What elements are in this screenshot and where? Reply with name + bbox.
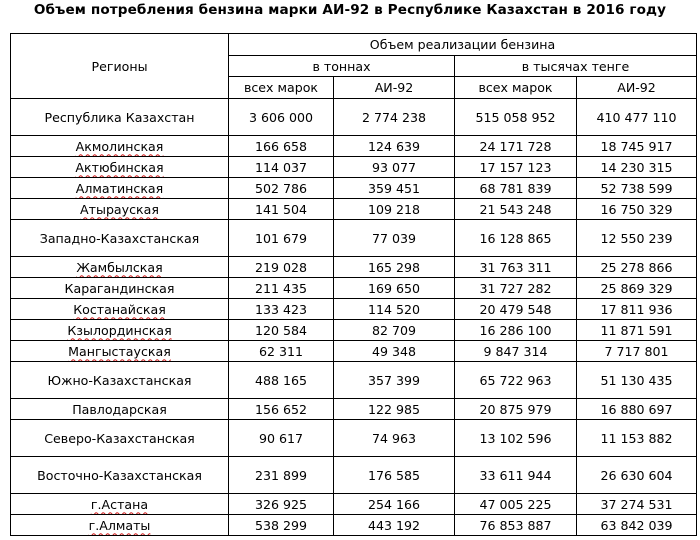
value-cell-tenge-ai92: 63 842 039	[577, 515, 697, 536]
header-in-tons: в тоннах	[229, 56, 455, 77]
value-cell-tenge-ai92: 410 477 110	[577, 99, 697, 136]
region-cell: Южно-Казахстанская	[11, 362, 229, 399]
value-cell-tenge-all: 31 727 282	[455, 278, 577, 299]
value-cell-tenge-all: 76 853 887	[455, 515, 577, 536]
value-cell-tons-ai92: 165 298	[334, 257, 455, 278]
table-row	[11, 320, 697, 341]
value-cell-tenge-ai92: 11 153 882	[577, 420, 697, 457]
region-cell	[11, 178, 229, 199]
value-cell-tons-ai92: 74 963	[334, 420, 455, 457]
value-cell-tenge-all: 21 543 248	[455, 199, 577, 220]
value-cell-tons-all: 120 584	[229, 320, 334, 341]
region-name: г.Алматы	[88, 517, 151, 533]
table-body	[11, 99, 697, 536]
value-cell-tenge-all: 9 847 314	[455, 341, 577, 362]
value-cell-tenge-ai92: 16 750 329	[577, 199, 697, 220]
region-cell: Республика Казахстан	[11, 99, 229, 136]
region-name: Акмолинская	[75, 138, 164, 154]
region-cell	[11, 299, 229, 320]
header-regions: Регионы	[11, 34, 229, 99]
value-cell-tons-ai92: 49 348	[334, 341, 455, 362]
value-cell-tenge-all: 31 763 311	[455, 257, 577, 278]
table-row	[11, 99, 697, 136]
value-cell-tons-all: 502 786	[229, 178, 334, 199]
value-cell-tons-all: 62 311	[229, 341, 334, 362]
table-row	[11, 494, 697, 515]
region-cell	[11, 515, 229, 536]
value-cell-tenge-ai92: 51 130 435	[577, 362, 697, 399]
value-cell-tenge-ai92: 37 274 531	[577, 494, 697, 515]
value-cell-tons-all: 133 423	[229, 299, 334, 320]
value-cell-tenge-ai92: 26 630 604	[577, 457, 697, 494]
value-cell-tons-ai92: 443 192	[334, 515, 455, 536]
region-cell: Западно-Казахстанская	[11, 220, 229, 257]
region-name: Костанайская	[73, 301, 166, 317]
value-cell-tenge-all: 20 479 548	[455, 299, 577, 320]
value-cell-tons-ai92: 359 451	[334, 178, 455, 199]
value-cell-tons-ai92: 176 585	[334, 457, 455, 494]
value-cell-tenge-all: 47 005 225	[455, 494, 577, 515]
region-name: г.Астана	[90, 496, 149, 512]
region-cell	[11, 494, 229, 515]
region-name: Атырауская	[80, 201, 159, 217]
value-cell-tenge-ai92: 52 738 599	[577, 178, 697, 199]
value-cell-tenge-ai92: 25 278 866	[577, 257, 697, 278]
table-row	[11, 257, 697, 278]
value-cell-tons-ai92: 114 520	[334, 299, 455, 320]
value-cell-tenge-ai92: 14 230 315	[577, 157, 697, 178]
table-row	[11, 457, 697, 494]
fuel-consumption-table	[10, 33, 697, 536]
value-cell-tenge-ai92: 7 717 801	[577, 341, 697, 362]
value-cell-tons-ai92: 77 039	[334, 220, 455, 257]
value-cell-tenge-ai92: 18 745 917	[577, 136, 697, 157]
value-cell-tons-all: 326 925	[229, 494, 334, 515]
region-cell: Карагандинская	[11, 278, 229, 299]
page-title: Объем потребления бензина марки АИ-92 в Республике Казахстан в 2016 году	[33, 2, 667, 18]
value-cell-tons-all: 101 679	[229, 220, 334, 257]
region-cell: Павлодарская	[11, 399, 229, 420]
table-row	[11, 299, 697, 320]
value-cell-tons-all: 3 606 000	[229, 99, 334, 136]
value-cell-tenge-ai92: 25 869 329	[577, 278, 697, 299]
value-cell-tons-ai92: 169 650	[334, 278, 455, 299]
value-cell-tenge-all: 515 058 952	[455, 99, 577, 136]
region-cell	[11, 199, 229, 220]
header-tenge-ai92: АИ-92	[577, 77, 697, 99]
region-name: Мангыстауская	[68, 343, 171, 359]
value-cell-tenge-ai92: 16 880 697	[577, 399, 697, 420]
table-row	[11, 157, 697, 178]
table-row	[11, 278, 697, 299]
value-cell-tons-all: 90 617	[229, 420, 334, 457]
value-cell-tenge-all: 68 781 839	[455, 178, 577, 199]
value-cell-tons-all: 219 028	[229, 257, 334, 278]
value-cell-tons-all: 141 504	[229, 199, 334, 220]
header-in-thousand-tenge: в тысячах тенге	[455, 56, 697, 77]
region-name: Жамбылская	[76, 259, 163, 275]
header-tons-all-brands: всех марок	[229, 77, 334, 99]
region-cell	[11, 341, 229, 362]
region-name: Кзылординская	[67, 322, 172, 338]
value-cell-tons-all: 114 037	[229, 157, 334, 178]
value-cell-tenge-all: 65 722 963	[455, 362, 577, 399]
region-cell	[11, 157, 229, 178]
region-name: Актюбинская	[75, 159, 164, 175]
value-cell-tenge-ai92: 17 811 936	[577, 299, 697, 320]
table-row	[11, 362, 697, 399]
value-cell-tons-ai92: 122 985	[334, 399, 455, 420]
value-cell-tons-all: 538 299	[229, 515, 334, 536]
value-cell-tons-all: 166 658	[229, 136, 334, 157]
value-cell-tons-all: 156 652	[229, 399, 334, 420]
header-tons-ai92: АИ-92	[334, 77, 455, 99]
header-tenge-all-brands: всех марок	[455, 77, 577, 99]
value-cell-tenge-all: 24 171 728	[455, 136, 577, 157]
value-cell-tons-ai92: 124 639	[334, 136, 455, 157]
value-cell-tenge-all: 33 611 944	[455, 457, 577, 494]
value-cell-tons-ai92: 109 218	[334, 199, 455, 220]
value-cell-tons-ai92: 82 709	[334, 320, 455, 341]
value-cell-tons-all: 488 165	[229, 362, 334, 399]
value-cell-tenge-all: 16 286 100	[455, 320, 577, 341]
region-cell	[11, 257, 229, 278]
table-row	[11, 136, 697, 157]
table-row	[11, 178, 697, 199]
region-name: Алматинская	[75, 180, 164, 196]
region-cell: Восточно-Казахстанская	[11, 457, 229, 494]
value-cell-tons-ai92: 254 166	[334, 494, 455, 515]
region-cell	[11, 320, 229, 341]
value-cell-tenge-ai92: 11 871 591	[577, 320, 697, 341]
table-row	[11, 515, 697, 536]
value-cell-tons-ai92: 2 774 238	[334, 99, 455, 136]
region-cell	[11, 136, 229, 157]
value-cell-tons-all: 231 899	[229, 457, 334, 494]
value-cell-tons-ai92: 93 077	[334, 157, 455, 178]
table-row	[11, 199, 697, 220]
value-cell-tenge-all: 20 875 979	[455, 399, 577, 420]
value-cell-tons-all: 211 435	[229, 278, 334, 299]
value-cell-tenge-all: 17 157 123	[455, 157, 577, 178]
table-row	[11, 420, 697, 457]
table-row	[11, 399, 697, 420]
table-row	[11, 220, 697, 257]
header-volume: Объем реализации бензина	[229, 34, 697, 56]
value-cell-tons-ai92: 357 399	[334, 362, 455, 399]
value-cell-tenge-all: 13 102 596	[455, 420, 577, 457]
region-cell: Северо-Казахстанская	[11, 420, 229, 457]
value-cell-tenge-ai92: 12 550 239	[577, 220, 697, 257]
value-cell-tenge-all: 16 128 865	[455, 220, 577, 257]
table-row	[11, 341, 697, 362]
